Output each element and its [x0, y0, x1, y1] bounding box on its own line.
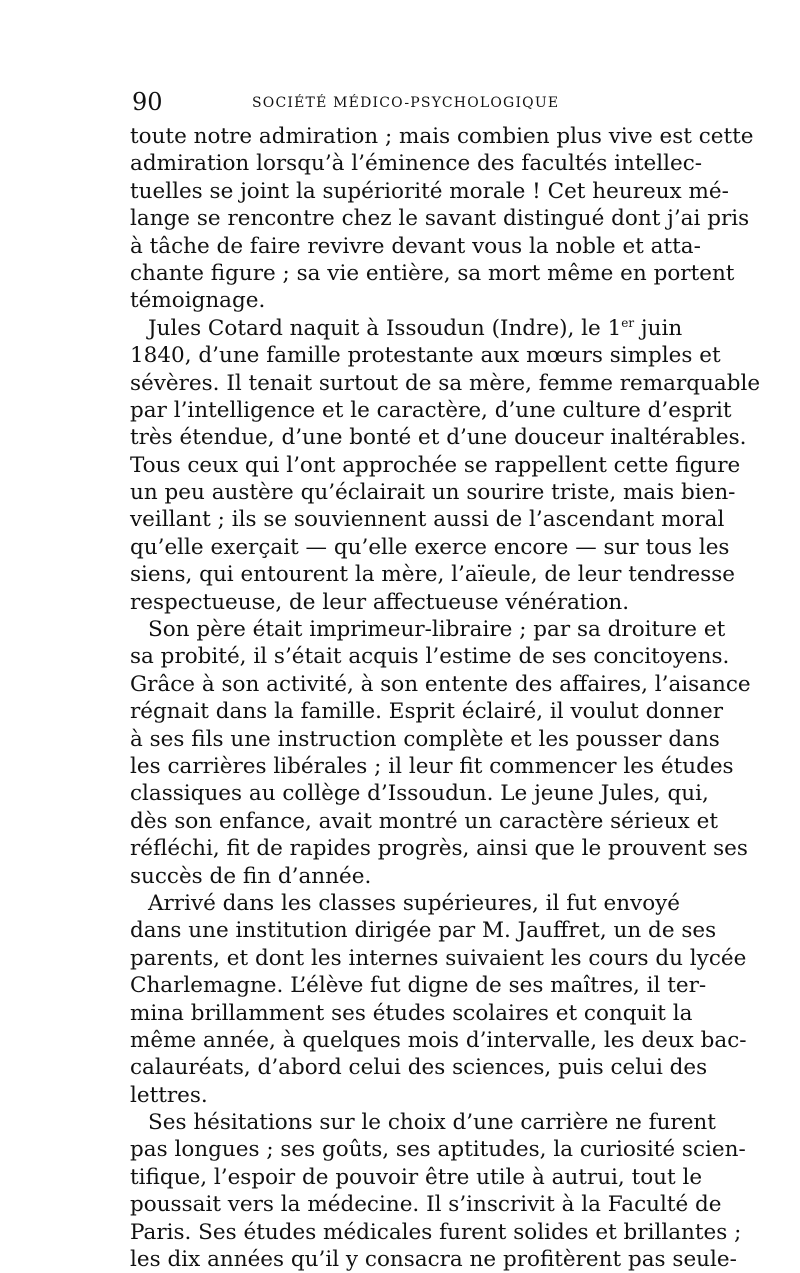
text-line: dans une institution dirigée par M. Jauffret, un de ses — [130, 918, 717, 944]
text-line: témoignage. — [130, 288, 266, 314]
text-line: réfléchi, fit de rapides progrès, ainsi que le prouvent ses — [130, 836, 748, 862]
text-line: Charlemagne. L’élève fut digne de ses maîtres, il ter- — [130, 973, 707, 999]
text-line — [130, 315, 683, 342]
text-line: à ses fils une instruction complète et les pousser dans — [130, 726, 720, 752]
text-segment: Jules Cotard naquit à Issoudun (Indre), le 1 — [148, 315, 622, 341]
text-line: 1840, d’une famille protestante aux mœurs simples et — [130, 343, 721, 369]
text-line: sévères. Il tenait surtout de sa mère, femme remarquable — [130, 370, 761, 396]
text-line: très étendue, d’une bonté et d’une douceur inaltérables. — [130, 425, 747, 451]
text-line: lange se rencontre chez le savant distingué dont j’ai pris — [130, 206, 750, 232]
text-line: admiration lorsqu’à l’éminence des facultés intellec- — [130, 151, 703, 177]
text-line: par l’intelligence et le caractère, d’une culture d’esprit — [130, 397, 732, 423]
page-number: 90 — [132, 88, 163, 116]
text-line: mina brillamment ses études scolaires et conquit la — [130, 1000, 693, 1026]
journal-title: SOCIÉTÉ MÉDICO-PSYCHOLOGIQUE — [252, 95, 560, 111]
text-line: à tâche de faire revivre devant vous la noble et atta- — [130, 233, 701, 259]
text-line: pas longues ; ses goûts, ses aptitudes, la curiosité scien- — [130, 1137, 746, 1163]
text-line: régnait dans la famille. Esprit éclairé, il voulut donner — [130, 699, 724, 725]
text-line: succès de fin d’année. — [130, 863, 372, 889]
text-line: Grâce à son activité, à son entente des affaires, l’aisance — [130, 671, 751, 697]
text-line: toute notre admiration ; mais combien plus vive est cette — [130, 124, 754, 149]
text-line: tifique, l’espoir de pouvoir être utile à autrui, tout le — [130, 1164, 703, 1190]
text-line: poussait vers la médecine. Il s’inscrivit à la Faculté de — [130, 1192, 722, 1218]
text-line: siens, qui entourent la mère, l’aïeule, de leur tendresse — [130, 562, 736, 588]
text-line: classiques au collège d’Issoudun. Le jeune Jules, qui, — [130, 781, 709, 807]
text-line: Paris. Ses études médicales furent solides et brillantes ; — [130, 1219, 742, 1245]
text-line: qu’elle exerçait — qu’elle exerce encore — sur tous les — [130, 534, 730, 560]
text-line: Arrivé dans les classes supérieures, il fut envoyé — [148, 890, 681, 916]
text-line: dès son enfance, avait montré un caractère sérieux et — [130, 808, 718, 834]
text-line: même année, à quelques mois d’intervalle, les deux bac- — [130, 1027, 747, 1053]
text-line: chante figure ; sa vie entière, sa mort même en portent — [130, 260, 735, 286]
text-line: les carrières libérales ; il leur fit commencer les études — [130, 753, 734, 779]
superscript: er — [621, 315, 635, 330]
text-segment: juin — [634, 315, 683, 341]
text-line: les dix années qu’il y consacra ne profitèrent pas seule- — [130, 1247, 737, 1273]
text-line: Son père était imprimeur-libraire ; par sa droiture et — [148, 617, 726, 643]
text-line: tuelles se joint la supériorité morale ! Cet heureux mé- — [130, 178, 729, 204]
text-line: Tous ceux qui l’ont approchée se rappellent cette figure — [130, 452, 741, 478]
text-line: calauréats, d’abord celui des sciences, puis celui des — [130, 1055, 708, 1081]
text-line: lettres. — [130, 1082, 208, 1108]
running-head — [132, 88, 692, 116]
text-line: un peu austère qu’éclairait un sourire triste, mais bien- — [130, 480, 736, 506]
text-line: respectueuse, de leur affectueuse vénération. — [130, 589, 630, 615]
text-line: Ses hésitations sur le choix d’une carrière ne furent — [148, 1110, 716, 1136]
text-line: sa probité, il s’était acquis l’estime de ses concitoyens. — [130, 644, 730, 670]
body-text — [130, 123, 761, 1273]
text-line: veillant ; ils se souviennent aussi de l’ascendant moral — [130, 507, 725, 533]
text-line: parents, et dont les internes suivaient les cours du lycée — [130, 945, 747, 971]
